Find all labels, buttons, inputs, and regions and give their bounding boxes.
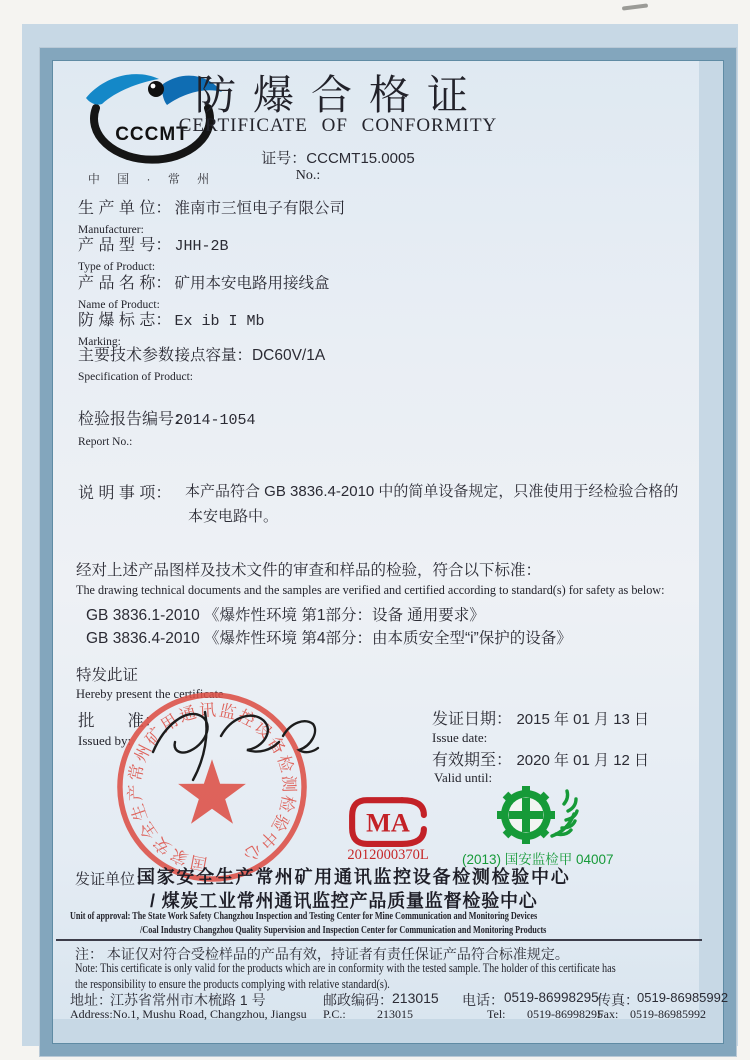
fax-value-cn: 0519-86985992 xyxy=(637,990,729,1005)
field-label-cn: 防 爆 标 志： xyxy=(78,312,172,329)
standards-intro-en: The drawing technical documents and the samples are verified and certified according to standard(s) for safety as below: xyxy=(76,583,665,597)
field-manufacturer xyxy=(78,195,345,236)
certificate-title-en: CERTIFICATE OF CONFORMITY xyxy=(178,115,498,136)
fax-value-en: 0519-86985992 xyxy=(630,1007,706,1021)
approve-label-en: Issued by: xyxy=(78,733,132,748)
ma-mark-code: 2012000370L xyxy=(347,847,429,863)
valid-until-value: 2020 年 01 月 12 日 xyxy=(516,752,650,769)
field-type-of-product xyxy=(78,232,228,273)
postcode-label-cn: 邮政编码： xyxy=(323,992,393,1008)
valid-until-row xyxy=(432,747,649,770)
emblem-gear xyxy=(497,786,555,844)
statement-line2: 本安电路中。 xyxy=(188,508,279,525)
field-value: 2014-1054 xyxy=(174,412,256,429)
field-label-en: Specification of Product: xyxy=(78,371,193,383)
unit-line1-cn: 国家安全生产常州矿用通讯监控设备检测检验中心 xyxy=(137,867,571,887)
address-value-en: Address:No.1, Mushu Road, Changzhou, Jiangsu xyxy=(70,1007,307,1021)
unit-line2-en xyxy=(140,925,661,936)
postcode-value: 213015 xyxy=(392,990,439,1006)
certificate-title-cn: 防爆合格证 xyxy=(195,72,485,118)
present-certificate-cn: 特发此证 xyxy=(76,667,139,684)
field-label-en: Marking: xyxy=(78,336,121,348)
address-value-cn: 江苏省常州市木梳路 1 号 xyxy=(110,992,266,1008)
seal-ring-text: 国家安全生产常州矿用通讯监控设备检测检验中心 xyxy=(125,700,299,874)
postcode-value-en: 213015 xyxy=(377,1007,413,1021)
issue-date-label-en: Issue date: xyxy=(432,730,488,745)
tel-value-en: 0519-86998295 xyxy=(527,1007,603,1021)
field-value: 淮南市三恒电子有限公司 xyxy=(174,200,345,217)
certificate-number: 证号：CCCMT15.0005 xyxy=(261,150,415,167)
emblem-wheat xyxy=(552,791,577,836)
fax-label-en: Fax: xyxy=(597,1007,619,1021)
field-value: JHH-2B xyxy=(174,238,229,255)
field-label-en: Name of Product: xyxy=(78,299,160,311)
field-label-cn: 主要技术参数： xyxy=(78,347,191,364)
postcode-label-en: P.C.: xyxy=(323,1007,346,1021)
standard-item-2: GB 3836.4-2010 《爆炸性环境 第4部分：由本质安全型“i”保护的设备》 xyxy=(86,630,572,647)
valid-until-label-cn: 有效期至： xyxy=(432,752,513,769)
unit-line1-en xyxy=(70,911,669,922)
unit-line1-en-text: Unit of approval: The State Work Safety Changzhou Inspection and Testing Center for Mine Communication and Monitoring Devices xyxy=(70,911,538,922)
field-label-cn: 生 产 单 位： xyxy=(78,200,172,217)
tel-label-en: Tel: xyxy=(487,1007,506,1021)
issue-date-row xyxy=(432,706,649,729)
mine-safety-emblem-icon xyxy=(496,784,588,846)
valid-until-label-en: Valid until: xyxy=(434,770,493,785)
ma-mark-icon xyxy=(344,794,432,850)
field-label-cn: 产 品 名 称： xyxy=(78,275,172,292)
approve-label-cn: 批 准： xyxy=(78,712,161,730)
tel-label-cn: 电话： xyxy=(462,992,504,1008)
note-en-line1 xyxy=(75,961,734,976)
certificate-number-en-label: No.: xyxy=(295,168,321,183)
staple-mark xyxy=(622,3,648,10)
logo-text: CCCMT xyxy=(115,124,189,145)
issue-date-label-cn: 发证日期： xyxy=(432,711,513,728)
unit-line2-cn: / 煤炭工业常州通讯监控产品质量监督检验中心 xyxy=(150,891,538,911)
unit-label-cn: 发证单位： xyxy=(75,871,151,888)
note-en-line2-text: the responsibility to ensure the products complying with relative standard(s). xyxy=(75,977,390,991)
mine-safety-emblem-code: (2013) 国安监检甲 04007 xyxy=(462,852,614,867)
statement-line1: 本产品符合 GB 3836.4-2010 中的简单设备规定，只准使用于经检验合格的 xyxy=(185,483,679,500)
standard-item-1: GB 3836.1-2010 《爆炸性环境 第1部分：设备 通用要求》 xyxy=(86,607,485,624)
statement-label: 说 明 事 项： xyxy=(78,485,172,502)
signature-handwriting xyxy=(135,694,325,789)
field-label-en: Manufacturer: xyxy=(78,224,144,236)
note-en-line1-text: Note: This certificate is only valid for the products which are in conformity with the tested sample. The holder of this certificate has xyxy=(75,961,616,975)
field-specification xyxy=(78,342,325,383)
field-value: Ex ib I Mb xyxy=(174,313,265,330)
field-label-cn: 产 品 型 号： xyxy=(78,237,172,254)
logo-subtext: 中 国 · 常 州 xyxy=(87,172,217,186)
field-name-of-product xyxy=(78,270,329,311)
logo-eye-dot xyxy=(148,81,164,97)
field-label-en: Report No.: xyxy=(78,436,133,448)
note-cn: 注： 本证仅对符合受检样品的产品有效，持证者有责任保证产品符合标准规定。 xyxy=(75,946,569,962)
ma-mark-label: MA xyxy=(366,808,410,838)
field-value: 接点容量：DC60V/1A xyxy=(174,347,326,364)
address-label-cn: 地址： xyxy=(70,992,112,1008)
field-value: 矿用本安电路用接线盒 xyxy=(174,275,330,292)
standards-intro-cn: 经对上述产品图样及技术文件的审查和样品的检验，符合以下标准： xyxy=(76,562,542,579)
divider-rule xyxy=(56,939,702,941)
issue-date-value: 2015 年 01 月 13 日 xyxy=(516,711,650,728)
present-certificate-en: Hereby present the certificate xyxy=(76,687,224,701)
field-label-cn: 检验报告编号： xyxy=(78,411,191,428)
field-report-no xyxy=(78,406,255,448)
field-label-en: Type of Product: xyxy=(78,261,156,273)
tel-value-cn: 0519-86998295 xyxy=(504,990,599,1005)
fax-label-cn: 传真： xyxy=(597,992,639,1008)
unit-line2-en-text: /Coal Industry Changzhou Quality Supervision and Inspection Center for Communication and Monitoring Products xyxy=(140,925,547,936)
